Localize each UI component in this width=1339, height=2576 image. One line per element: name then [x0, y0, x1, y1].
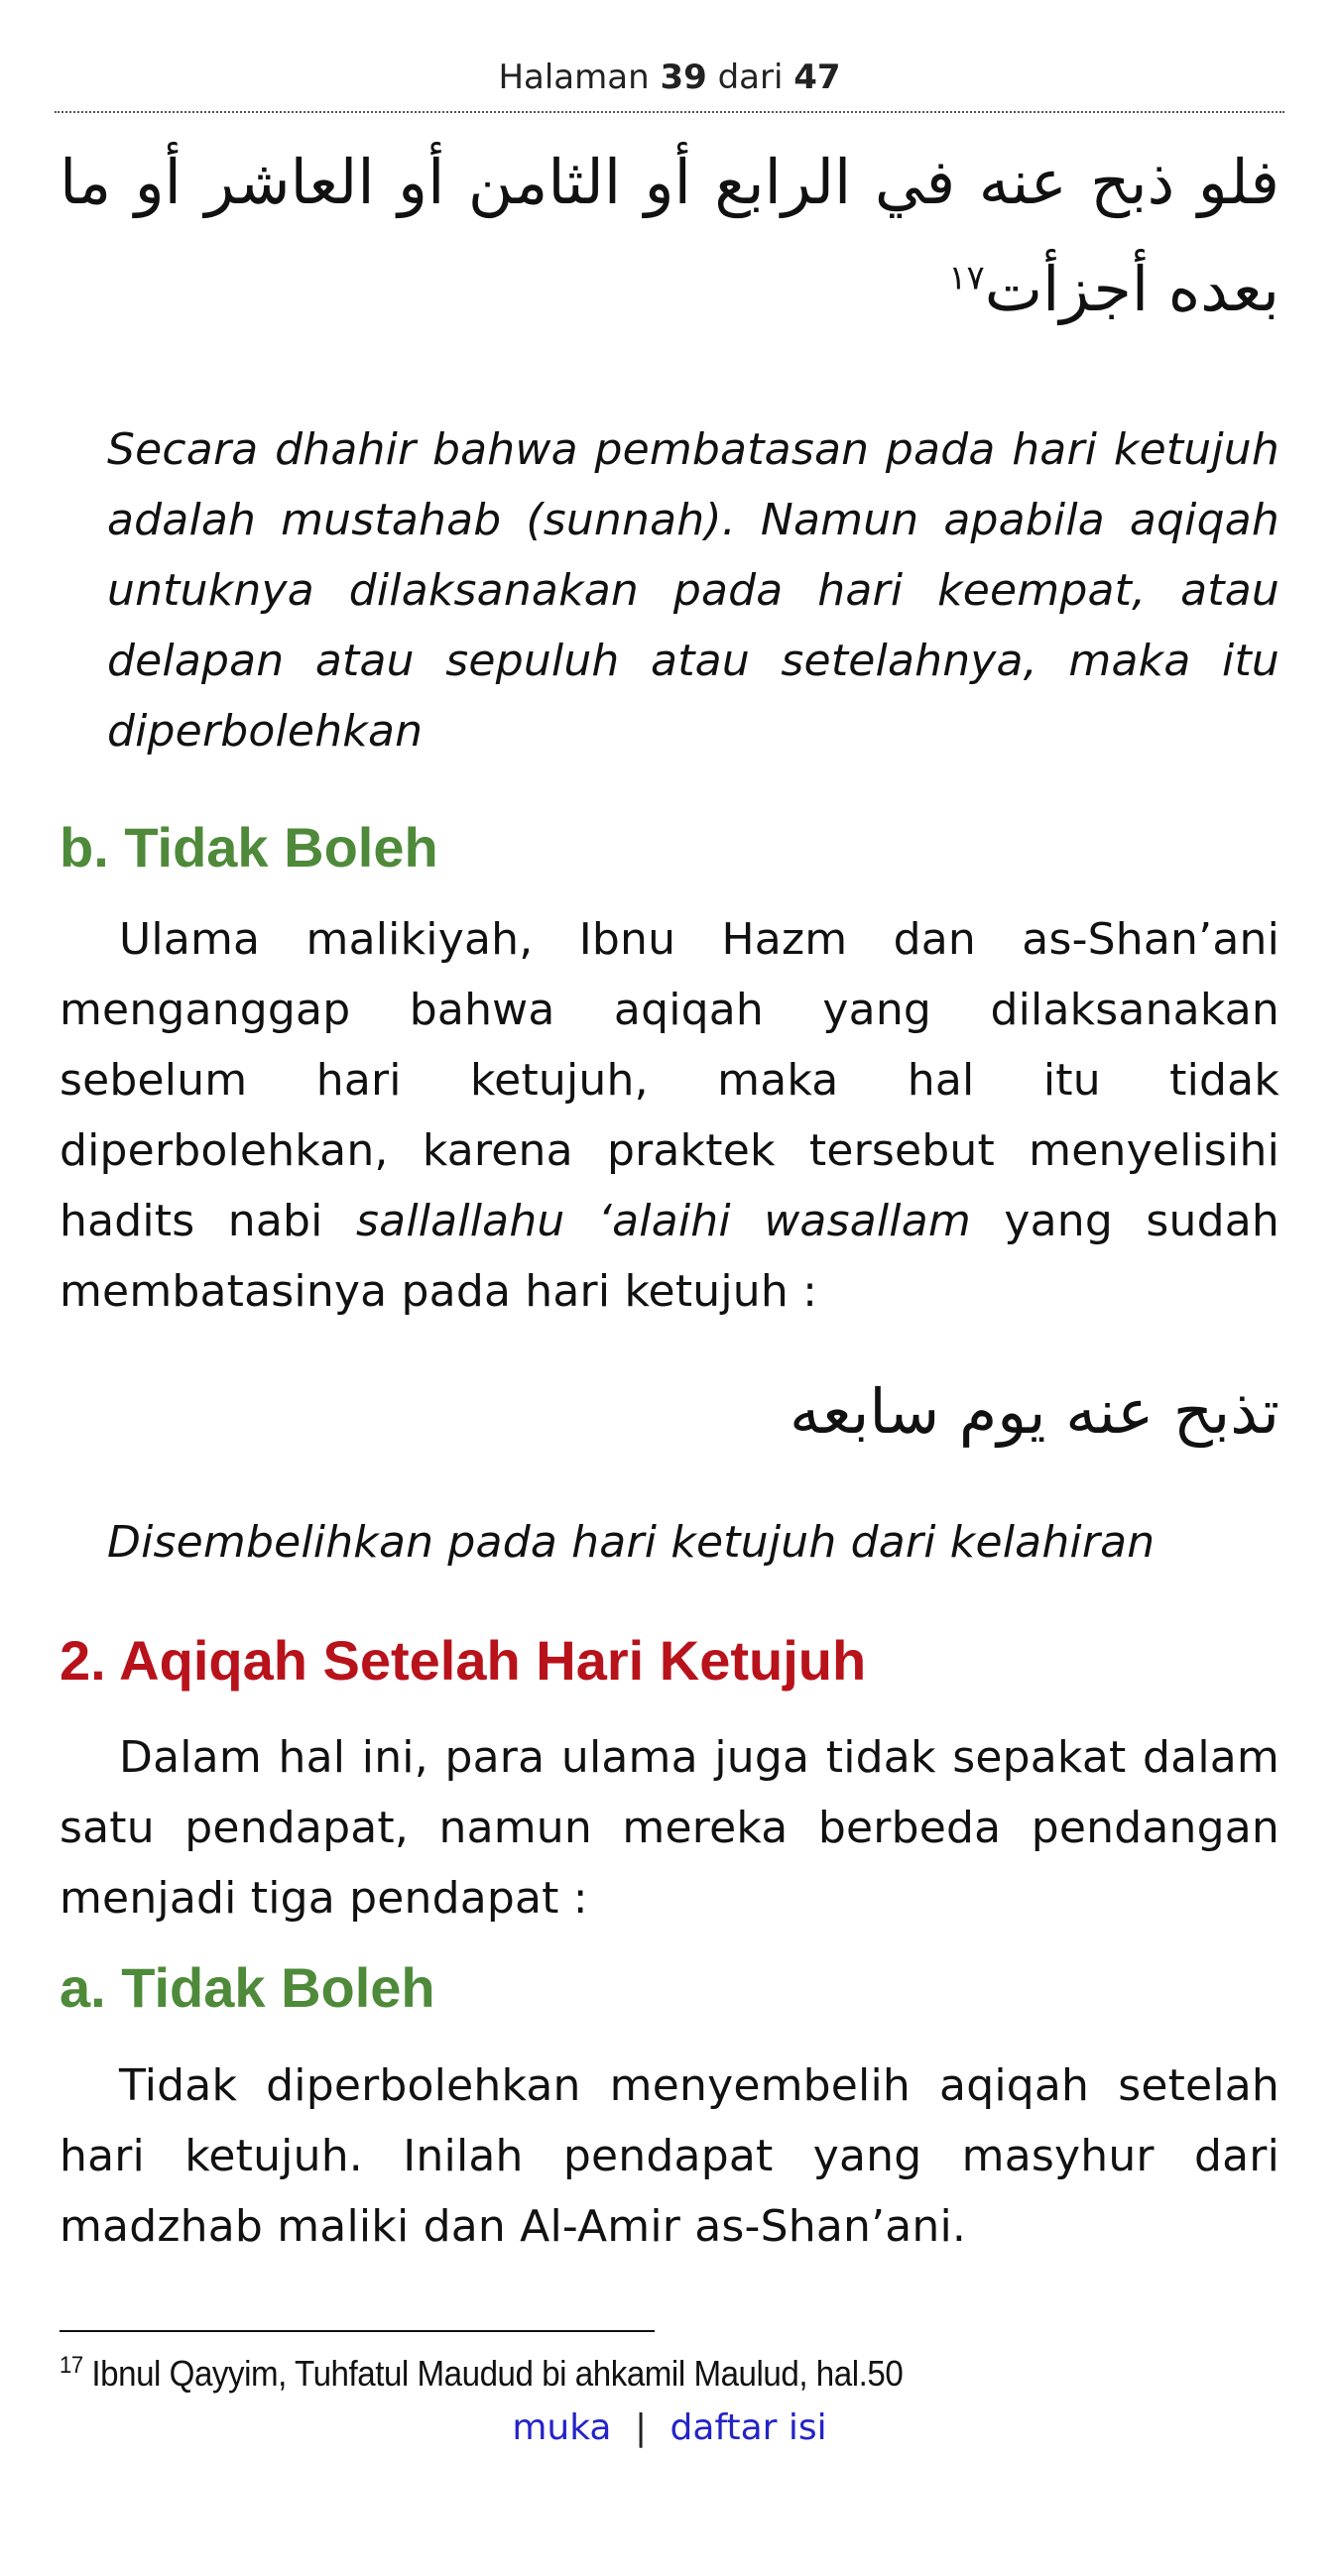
- footnote-text: Ibnul Qayyim, Tuhfatul Maudud bi ahkamil Maulud, hal.50: [91, 2353, 904, 2394]
- current-page-number: 39: [660, 58, 707, 97]
- body-paragraph-5: Tidak diperbolehkan menyembelih aqiqah setelah hari ketujuh. Inilah pendapat yang masyhur dari madzhab maliki dan Al-Amir as-Shan’ani.: [60, 2060, 1279, 2252]
- translation-paragraph-1: Secara dhahir bahwa pembatasan pada hari ketujuh adalah mustahab (sunnah). Namun apabila aqiqah untuknya dilaksanakan pada hari keempat, atau delapan atau sepuluh atau setelahnya, maka itu diperbolehkan: [107, 424, 1279, 757]
- page-header: [60, 58, 1279, 97]
- footnote: [60, 2352, 1182, 2395]
- header-of: dari: [717, 58, 784, 97]
- arabic-quote-1: [60, 129, 1279, 343]
- nav-separator: |: [634, 2407, 648, 2448]
- body-paragraph-2-italic: sallallahu ‘alaihi wasallam: [356, 1196, 971, 1246]
- body-paragraph-2: [60, 904, 1279, 1327]
- header-divider: [55, 111, 1284, 113]
- total-page-number: 47: [793, 58, 841, 97]
- footnote-number: 17: [60, 2352, 83, 2379]
- body-paragraph-4: Dalam hal ini, para ulama juga tidak sepakat dalam satu pendapat, namun mereka berbeda pendangan menjadi tiga pendapat :: [60, 1732, 1279, 1924]
- section-heading-b: b. Tidak Boleh: [60, 816, 438, 878]
- arabic-quote-2: تذبح عنه يوم سابعه: [789, 1375, 1279, 1448]
- arabic-quote-1-text: فلو ذبح عنه في الرابع أو الثامن أو العاشر أو ما بعده أجزأت: [60, 146, 1279, 325]
- footnote-divider: [60, 2330, 655, 2332]
- home-link[interactable]: muka: [512, 2407, 612, 2448]
- arabic-footnote-mark: ١٧: [948, 258, 985, 298]
- body-paragraph-2-after: yang sudah membatasinya pada hari ketujuh :: [60, 1196, 1279, 1317]
- table-of-contents-link[interactable]: daftar isi: [670, 2407, 827, 2448]
- section-heading-a: a. Tidak Boleh: [60, 1956, 435, 2019]
- header-prefix: Halaman: [498, 58, 650, 97]
- section-heading-2: 2. Aqiqah Setelah Hari Ketujuh: [60, 1629, 867, 1692]
- body-paragraph-2-before: Ulama malikiyah, Ibnu Hazm dan as-Shan’ani menganggap bahwa aqiqah yang dilaksanakan sebelum hari ketujuh, maka hal itu tidak diperbolehkan, karena praktek tersebut menyelisihi hadits nabi: [60, 914, 1279, 1246]
- page-navigation: [60, 2407, 1279, 2448]
- translation-paragraph-3: Disembelihkan pada hari ketujuh dari kelahiran: [107, 1517, 1156, 1568]
